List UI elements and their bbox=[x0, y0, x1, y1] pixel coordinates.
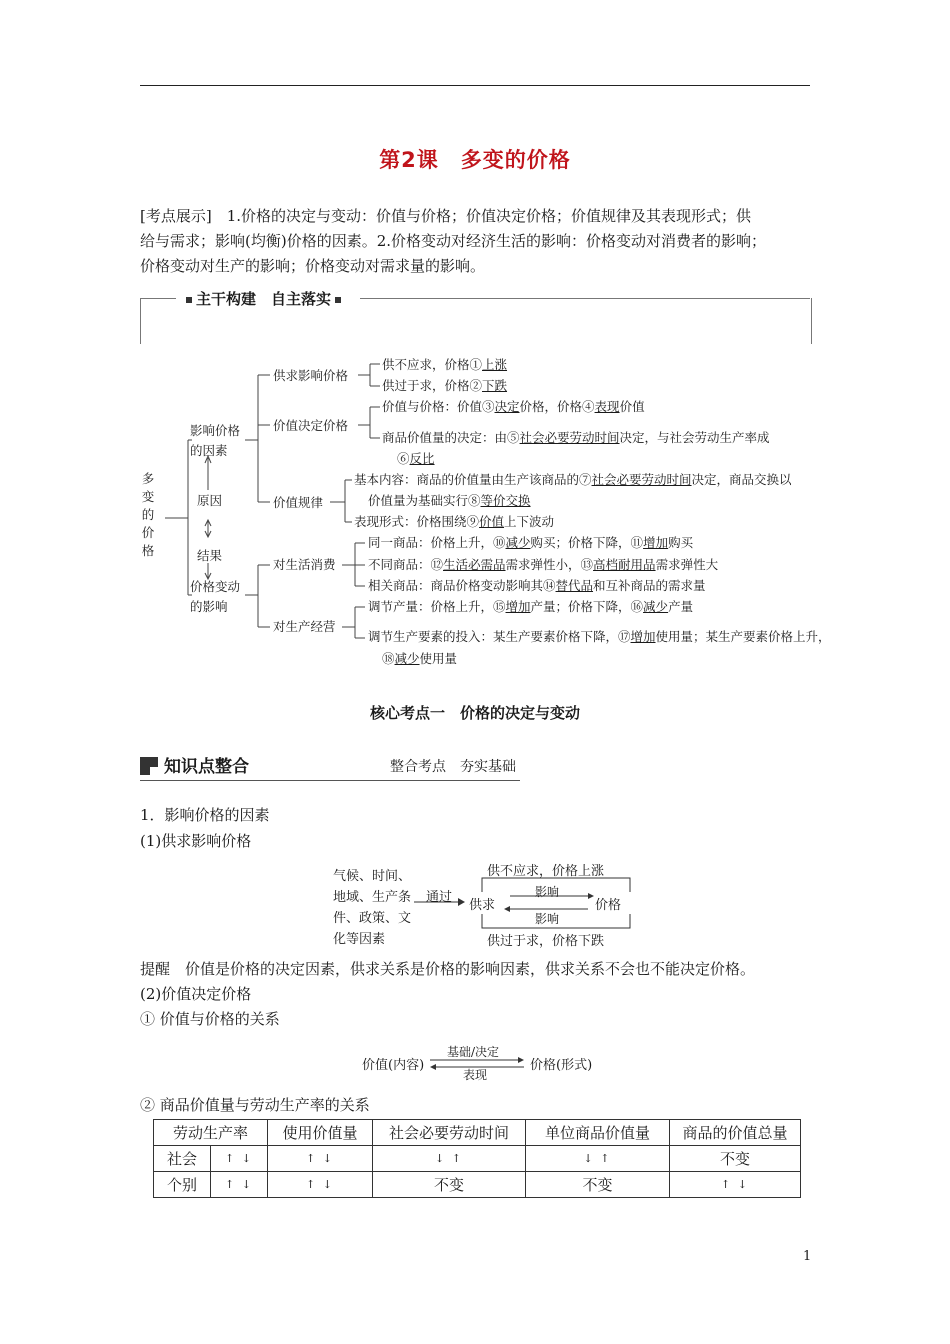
heading-2a: ① 价值与价格的关系 bbox=[140, 1010, 280, 1028]
knowledge-subtitle: 整合考点 夯实基础 bbox=[390, 759, 516, 775]
frame-line-left bbox=[140, 298, 176, 299]
diagram-factors: 气候、时间、 地域、生产条 件、政策、文 化等因素 bbox=[333, 869, 412, 947]
leaf: 调节生产要素的投入：某生产要素价格下降，⑰增加使用量；某生产要素价格上升， bbox=[368, 629, 831, 644]
leaf: 基本内容：商品的价值量由生产该商品的⑦社会必要劳动时间决定，商品交换以 bbox=[354, 472, 792, 487]
node-cause: 原因 bbox=[197, 493, 223, 508]
node-effects: 价格变动 的影响 bbox=[190, 579, 241, 614]
frame-line-right bbox=[360, 298, 810, 299]
diagram2-bottom: 表现 bbox=[463, 1068, 488, 1082]
node-factors: 影响价格 的因素 bbox=[190, 423, 241, 458]
heading-2b: ② 商品价值量与劳动生产率的关系 bbox=[140, 1096, 370, 1114]
diagram2-top: 基础/决定 bbox=[447, 1045, 500, 1059]
branch-supply-demand: 供求影响价格 bbox=[273, 368, 349, 383]
diagram-influence-2: 影响 bbox=[535, 912, 560, 926]
branch-consumption: 对生活消费 bbox=[273, 557, 336, 572]
square-bullet-icon bbox=[186, 297, 192, 303]
diagram2-left: 价值(内容) bbox=[362, 1058, 425, 1073]
kaodian-paragraph: [考点展示] 1.价格的决定与变动：价值与价格；价值决定价格；价值规律及其表现形式；供 给与需求；影响(均衡)价格的因素。2.价格变动对经济生活的影响：价格变动对消费者的影响； 价格变动对生产的影响；价格变动对需求量的影响。 bbox=[140, 207, 767, 275]
leaf: 调节产量：价格上升，⑮增加产量；价格下降，⑯减少产量 bbox=[368, 599, 694, 614]
leaf: 不同商品：⑫生活必需品需求弹性小，⑬高档耐用品需求弹性大 bbox=[368, 557, 719, 572]
diagram2-right: 价格(形式) bbox=[530, 1058, 593, 1073]
leaf: 同一商品：价格上升，⑩减少购买；价格下降，⑪增加购买 bbox=[368, 535, 694, 550]
heading-1: 1．影响价格的因素 bbox=[140, 806, 270, 824]
knowledge-block-icon bbox=[140, 757, 158, 775]
kaodian-label: [考点展示] bbox=[140, 207, 212, 225]
leaf: ⑱减少使用量 bbox=[382, 651, 458, 666]
table-header-row bbox=[154, 1120, 801, 1146]
diagram-bottom: 供过于求，价格下跌 bbox=[487, 934, 605, 949]
table-header: 商品的价值总量 bbox=[670, 1120, 801, 1146]
table-header: 使用价值量 bbox=[268, 1120, 373, 1146]
diagram-price: 价格 bbox=[595, 898, 622, 913]
table-row: 社会 ↑ ↓ ↑ ↓ ↓ ↑ ↓ ↑ 不变 bbox=[154, 1146, 801, 1172]
knowledge-heading: 知识点整合 bbox=[140, 752, 249, 777]
page-title: 第2课 多变的价格 bbox=[379, 148, 571, 172]
node-result: 结果 bbox=[197, 548, 223, 563]
leaf: ⑥反比 bbox=[397, 451, 435, 466]
diagram-through: 通过 bbox=[426, 890, 453, 905]
knowledge-underline bbox=[140, 780, 520, 781]
top-rule bbox=[140, 85, 810, 86]
branch-value-law: 价值规律 bbox=[273, 495, 324, 510]
leaf: 相关商品：商品价格变动影响其⑭替代品和互补商品的需求量 bbox=[368, 578, 706, 593]
leaf: 表现形式：价格围绕⑨价值上下波动 bbox=[354, 514, 555, 529]
box-title: 主干构建 自主落实 bbox=[178, 288, 349, 309]
table-header: 劳动生产率 bbox=[154, 1120, 268, 1146]
square-bullet-icon bbox=[335, 297, 341, 303]
leaf: 价值与价格：价值③决定价格，价格④表现价值 bbox=[382, 399, 645, 414]
diagram-top: 供不应求，价格上涨 bbox=[487, 864, 605, 879]
leaf: 商品价值量的决定：由⑤社会必要劳动时间决定，与社会劳动生产率成 bbox=[382, 430, 770, 445]
leaf: 供不应求，价格①上涨 bbox=[382, 357, 508, 372]
leaf: 供过于求，价格②下跌 bbox=[382, 378, 508, 393]
diagram-supply: 供求 bbox=[469, 898, 496, 913]
table-header: 单位商品价值量 bbox=[526, 1120, 670, 1146]
branch-value-decides: 价值决定价格 bbox=[273, 418, 349, 433]
heading-2: (2)价值决定价格 bbox=[140, 985, 252, 1003]
heading-1a: (1)供求影响价格 bbox=[140, 832, 252, 850]
section-title: 核心考点一 价格的决定与变动 bbox=[369, 704, 580, 722]
branch-production: 对生产经营 bbox=[273, 619, 336, 634]
tip-text: 提醒 价值是价格的决定因素，供求关系是价格的影响因素，供求关系不会也不能决定价格。 bbox=[140, 960, 756, 978]
diagram-influence-1: 影响 bbox=[535, 885, 560, 899]
page-number: 1 bbox=[803, 1249, 812, 1264]
table-header: 社会必要劳动时间 bbox=[373, 1120, 526, 1146]
mindmap-root: 多 变 的 价 格 bbox=[141, 471, 155, 558]
table-row: 个别 ↑ ↓ ↑ ↓ 不变 不变 ↑ ↓ bbox=[154, 1172, 801, 1198]
productivity-table bbox=[153, 1119, 801, 1198]
leaf: 价值量为基础实行⑧等价交换 bbox=[368, 493, 531, 508]
